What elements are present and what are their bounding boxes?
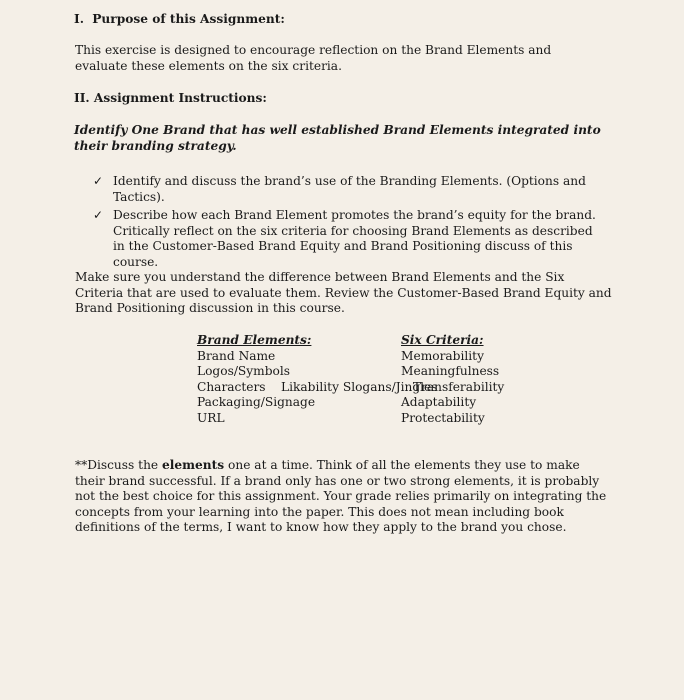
criteria-item: Adaptability: [401, 395, 477, 409]
section-1-numeral: I.: [74, 12, 84, 26]
discuss-bold-word: elements: [162, 458, 225, 472]
discuss-prefix: **Discuss the: [75, 458, 163, 472]
section-1-title: Purpose of this Assignment:: [92, 12, 285, 26]
section-1-heading: [74, 12, 285, 28]
checklist-text: Identify and discuss the brand’s use of the Branding Elements. (Options and Tactics).: [113, 174, 586, 204]
discuss-suffix: one at a time. Think of all the elements they use to make their brand successful. If a brand only has one or two strong elements, it is probably not the best choice for this assignment. Your grade relies primarily on integrating the concepts from your learning into the paper. This does not mean including book definitions of the terms, I want to know how they apply to the brand you chose.: [75, 458, 607, 534]
brand-element-item: Brand Name: [197, 348, 276, 363]
task-statement: Identify One Brand that has well established Brand Elements integrated into their branding strategy.: [74, 123, 601, 153]
discuss-paragraph: [75, 458, 610, 536]
section-2-heading: [74, 91, 267, 107]
brand-element-item: Logos/Symbols: [197, 364, 291, 378]
intro-paragraph: This exercise is designed to encourage reflection on the Brand Elements and evaluate these elements on the six criteria.: [75, 43, 552, 73]
criteria-item: Protectability: [401, 410, 485, 425]
section-2-title: Assignment Instructions:: [93, 91, 267, 105]
checklist-text: Describe how each Brand Element promotes the brand’s equity for the brand. Critically reflect on the six criteria for choosing Brand Elements as described in the Customer-Based Brand Equity and Brand Positioning discuss of this course.: [113, 208, 596, 269]
checkmark-icon: ✓: [93, 208, 104, 222]
brand-elements-heading: Brand Elements:: [197, 333, 312, 347]
six-criteria-column: [401, 333, 504, 426]
brand-element-item: Characters Likability Slogans/Jingles: [197, 379, 438, 394]
checkmark-icon: ✓: [93, 174, 104, 188]
brand-element-item: Packaging/Signage: [197, 395, 316, 409]
understand-paragraph: Make sure you understand the difference between Brand Elements and the Six Criteria that are used to evaluate them. Review the Customer-Based Brand Equity and Brand Positioning discussion in this course.: [75, 270, 612, 315]
criteria-item: Memorability: [401, 348, 484, 363]
six-criteria-heading: Six Criteria:: [401, 333, 484, 347]
brand-element-item: URL: [197, 410, 225, 425]
section-2-numeral: II.: [74, 91, 90, 105]
criteria-item: Transferability: [409, 379, 505, 394]
criteria-item: Meaningfulness: [401, 364, 500, 378]
